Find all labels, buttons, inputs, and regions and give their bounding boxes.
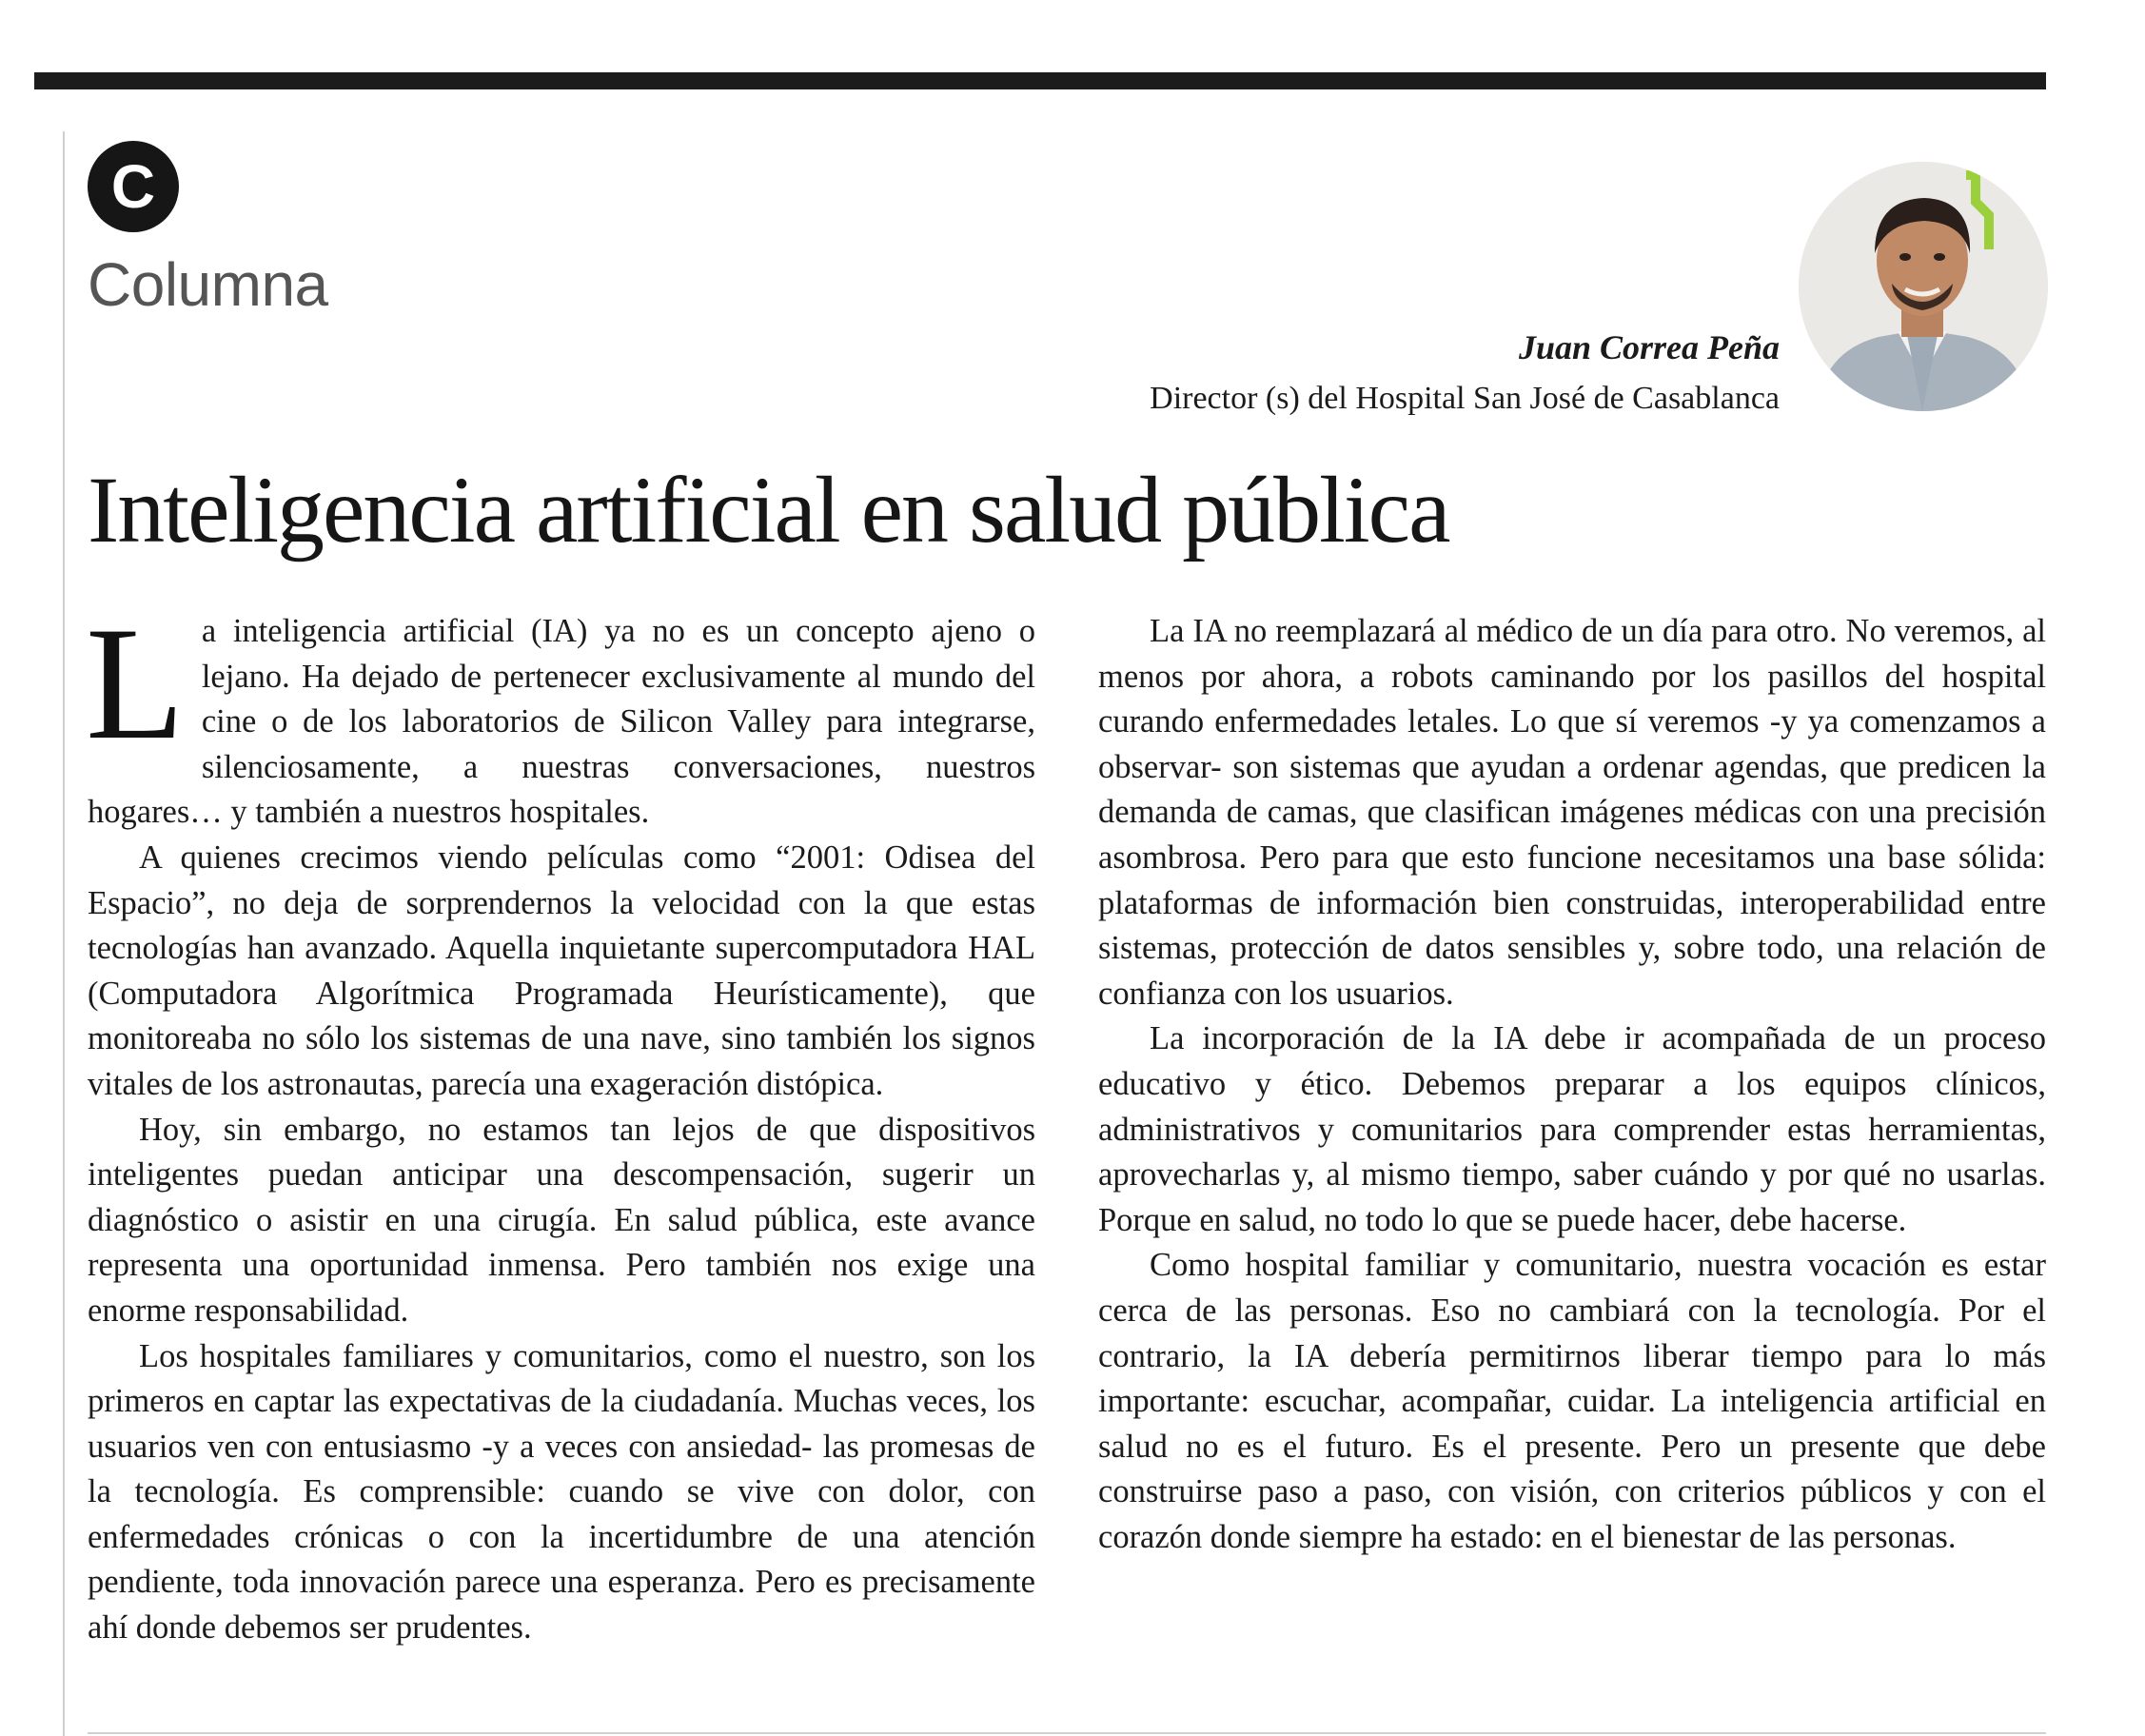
column-section-icon bbox=[88, 141, 179, 232]
article-paragraph: La incorporación de la IA debe ir acompañada de un proceso educativo y ético. Debemos preparar a los equipos clínicos, administrativos y comunitarios para comprender estas herramientas, aprovecharlas y, al mismo tiempo, saber cuándo y por qué no usarlas. Porque en salud, no todo lo que se puede hacer, debe hacerse. bbox=[1098, 1020, 2046, 1238]
left-column-rule bbox=[63, 131, 65, 1736]
article-headline: Inteligencia artificial en salud pública bbox=[88, 457, 1449, 562]
top-rule bbox=[34, 72, 2046, 89]
portrait-illustration bbox=[1799, 162, 2048, 411]
article-paragraph: Como hospital familiar y comunitario, nuestra vocación es estar cerca de las personas. Eso no cambiará con la tecnología. Por el contrario, la IA debería permitirnos liberar tiempo para lo más importante: escuchar, acompañar, cuidar. La inteligencia artificial en salud no es el futuro. Es el presente. Pero un presente que debe construirse paso a paso, con visión, con criterios públicos y con el corazón donde siempre ha estado: en el bienestar de las personas. bbox=[1098, 1247, 2046, 1555]
article-paragraph: A quienes crecimos viendo películas como “2001: Odisea del Espacio”, no deja de sorprendernos la velocidad con la que estas tecnologías han avanzado. Aquella inquietante supercomputadora HAL (Computadora Algorítmica Programada Heurísticamente), que monitoreaba no sólo los sistemas de una nave, sino también los signos vitales de los astronautas, parecía una exageración distópica. bbox=[88, 838, 1035, 1102]
article-paragraph: La IA no reemplazará al médico de un día para otro. No veremos, al menos por ahora, a robots caminando por los pasillos del hospital curando enfermedades letales. Lo que sí veremos -y ya comenzamos a observar- son sistemas que ayudan a ordenar agendas, que predicen la demanda de camas, que clasifican imágenes médicas con una precisión asombrosa. Pero para que esto funcione necesitamos una base sólida: plataformas de información bien construidas, interoperabilidad entre sistemas, protección de datos sensibles y, sobre todo, una relación de confianza con los usuarios. bbox=[1098, 613, 2046, 1012]
bottom-rule bbox=[88, 1732, 2046, 1734]
paragraph-text: a inteligencia artificial (IA) ya no es un concepto ajeno o lejano. Ha dejado de pertenecer exclusivamente al mundo del cine o de los laboratorios de Silicon Valley para integrarse, silenciosamente, a nuestras conversaciones, nuestros hogares… y también a nuestros hospitales. bbox=[88, 613, 1035, 831]
section-label: Columna bbox=[88, 250, 328, 319]
author-role: Director (s) del Hospital San José de Casablanca bbox=[1150, 381, 1780, 416]
article-paragraph: Hoy, sin embargo, no estamos tan lejos de que dispositivos inteligentes puedan anticipar una descompensación, sugerir un diagnóstico o asistir en una cirugía. En salud pública, este avance representa una oportunidad inmensa. Pero también nos exige una enorme responsabilidad. bbox=[88, 1111, 1035, 1329]
author-portrait-photo bbox=[1799, 162, 2048, 411]
drop-cap: L bbox=[86, 594, 185, 773]
section-icon-letter: C bbox=[110, 152, 156, 221]
article-column-left bbox=[86, 594, 1035, 1651]
author-name: Juan Correa Peña bbox=[1518, 328, 1780, 366]
article-column-right bbox=[1098, 609, 2046, 1560]
article-paragraph: Los hospitales familiares y comunitarios, como el nuestro, son los primeros en captar las expectativas de la ciudadanía. Muchas veces, los usuarios ven con entusiasmo -y a veces con ansiedad- las promesas de la tecnología. Es comprensible: cuando se vive con dolor, con enfermedades crónicas o con la incertidumbre de una atención pendiente, toda innovación parece una esperanza. Pero es precisamente ahí donde debemos ser prudentes. bbox=[88, 1337, 1035, 1647]
article-paragraph bbox=[86, 594, 1035, 836]
